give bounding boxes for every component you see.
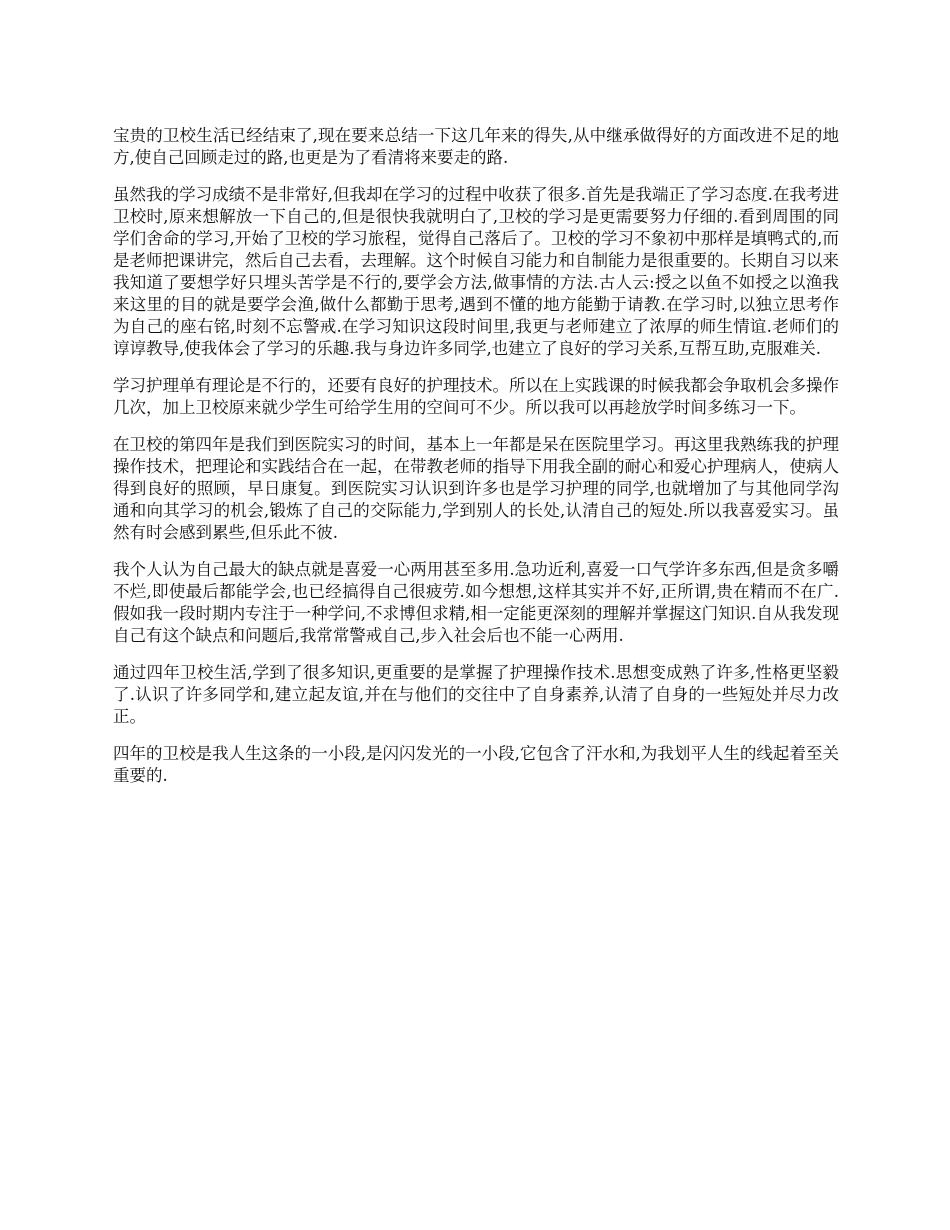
paragraph-intro: 宝贵的卫校生活已经结束了,现在要来总结一下这几年来的得失,从中继承做得好的方面改进不足的地方,使自己回顾走过的路,也更是为了看清将来要走的路. <box>113 126 839 167</box>
document-body <box>113 125 839 802</box>
paragraph-study: 虽然我的学习成绩不是非常好,但我却在学习的过程中收获了很多.首先是我端正了学习态度.在我考进卫校时,原来想解放一下自己的,但是很快我就明白了,卫校的学习是更需要努力仔细的.看到周围的同学们舍命的学习,开始了卫校的学习旅程，觉得自己落后了。卫校的学习不象初中那样是填鸭式的,而是老师把课讲完，然后自己去看，去理解。这个时候自习能力和自制能力是很重要的。长期自习以来我知道了要想学好只埋头苦学是不行的,要学会方法,做事情的方法.古人云:授之以鱼不如授之以渔我来这里的目的就是要学会渔,做什么都勤于思考,遇到不懂的地方能勤于请教.在学习时,以独立思考作为自己的座右铭,时刻不忘警戒.在学习知识这段时间里,我更与老师建立了浓厚的师生情谊.老师们的谆谆教导,使我体会了学习的乐趣.我与身边许多同学,也建立了良好的学习关系,互帮互助,克服难关. <box>113 185 839 358</box>
paragraph-shortcomings: 我个人认为自己最大的缺点就是喜爱一心两用甚至多用.急功近利,喜爱一口气学许多东西,但是贪多嚼不烂,即使最后都能学会,也已经搞得自己很疲劳.如今想想,这样其实并不好,正所谓,贵在精而不在广.假如我一段时期内专注于一种学问,不求博但求精,相一定能更深刻的理解并掌握这门知识.自从我发现自己有这个缺点和问题后,我常常警戒自己,步入社会后也不能一心两用. <box>113 560 839 645</box>
paragraph-conclusion: 四年的卫校是我人生这条的一小段,是闪闪发光的一小段,它包含了汗水和,为我划平人生的线起着至关重要的. <box>113 744 839 785</box>
paragraph-summary: 通过四年卫校生活,学到了很多知识,更重要的是掌握了护理操作技术.思想变成熟了许多,性格更坚毅了.认识了许多同学和,建立起友谊,并在与他们的交往中了自身素养,认清了自身的一些短处并尽力改正。 <box>113 663 839 726</box>
paragraph-nursing-practice: 学习护理单有理论是不行的，还要有良好的护理技术。所以在上实践课的时候我都会争取机会多操作几次，加上卫校原来就少学生可给学生用的空间可不少。所以我可以再趁放学时间多练习一下。 <box>113 376 839 417</box>
paragraph-internship: 在卫校的第四年是我们到医院实习的时间，基本上一年都是呆在医院里学习。再这里我熟练我的护理操作技术，把理论和实践结合在一起，在带教老师的指导下用我全副的耐心和爱心护理病人，使病人得到良好的照顾，早日康复。到医院实习认识到许多也是学习护理的同学,也就增加了与其他同学沟通和向其学习的机会,锻炼了自己的交际能力,学到别人的长处,认清自己的短处.所以我喜爱实习。虽然有时会感到累些,但乐此不彼. <box>113 435 839 542</box>
